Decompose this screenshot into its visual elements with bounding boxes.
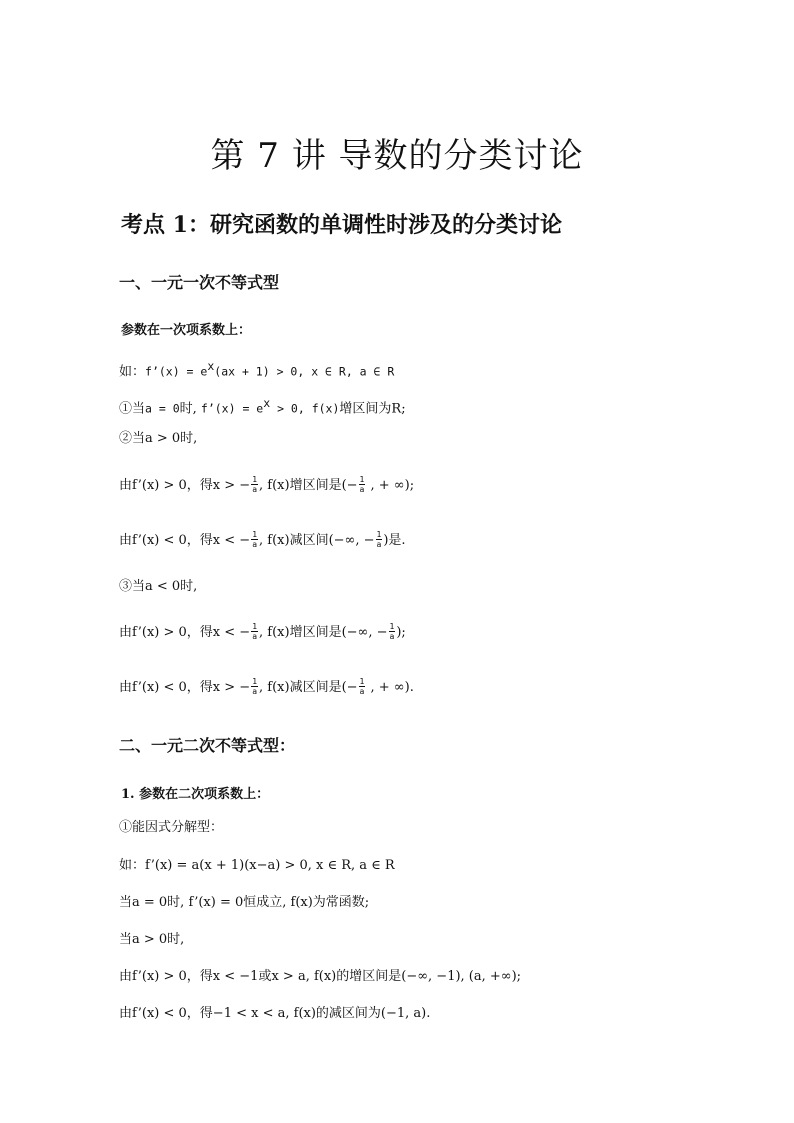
fraction xyxy=(251,622,258,641)
case2-line2-c: )是. xyxy=(383,533,406,548)
fraction-den: a xyxy=(359,687,365,696)
section-heading: 考点 1：研究函数的单调性时涉及的分类讨论 xyxy=(121,212,562,238)
case1-sup: x xyxy=(263,396,271,410)
case3-line2-b: , f(x)减区间是(− xyxy=(259,680,358,695)
case3-line1-a: 由f’(x) > 0，得x < − xyxy=(119,625,251,640)
part2-line-dec: 由f’(x) < 0，得−1 < x < a, f(x)的减区间为(−1, a). xyxy=(119,1006,431,1021)
part2-item1: ①能因式分解型： xyxy=(119,820,224,835)
case1-tail: 增区间为R; xyxy=(339,401,406,417)
fraction xyxy=(251,475,258,494)
part1-case1 xyxy=(119,394,406,418)
part1-example xyxy=(119,357,394,381)
fraction xyxy=(389,622,396,641)
part1-case3: ③当a < 0时, xyxy=(119,579,198,594)
case1-mid: 时, xyxy=(179,401,201,417)
fraction-den: a xyxy=(376,540,382,549)
fraction-den: a xyxy=(252,485,258,494)
fraction xyxy=(359,475,366,494)
fraction-den: a xyxy=(252,540,258,549)
case3-line1-c: ); xyxy=(396,625,406,640)
example-expr: f’(x) = e xyxy=(145,364,208,379)
page-title: 第 7 讲 导数的分类讨论 xyxy=(210,136,584,176)
part1-heading: 一、一元一次不等式型 xyxy=(119,273,280,292)
case1-expr: f’(x) = e xyxy=(200,401,264,416)
case3-line1-b: , f(x)增区间是(−∞, − xyxy=(259,625,388,640)
example-prefix: 如： xyxy=(119,364,146,380)
fraction-num: 1 xyxy=(252,677,258,686)
part2-subheading: 1. 参数在二次项系数上： xyxy=(121,787,270,802)
fraction-num: 1 xyxy=(359,475,365,484)
fraction xyxy=(376,530,383,549)
case2-line1-a: 由f’(x) > 0，得x > − xyxy=(119,478,251,493)
case2-line2-b: , f(x)减区间(−∞, − xyxy=(259,533,375,548)
case2-line2-a: 由f’(x) < 0，得x < − xyxy=(119,533,251,548)
part2-example: 如：f’(x) = a(x + 1)(x−a) > 0, x ∈ R, a ∈ R xyxy=(119,858,395,873)
part2-line-agt0: 当a > 0时, xyxy=(119,932,185,947)
example-sup: x xyxy=(207,359,215,373)
case3-line2 xyxy=(119,678,414,697)
fraction-den: a xyxy=(359,485,365,494)
case2-line1-b: , f(x)增区间是(− xyxy=(259,478,358,493)
fraction xyxy=(251,677,258,696)
case3-line1 xyxy=(119,623,406,642)
fraction-den: a xyxy=(252,632,258,641)
part1-case2: ②当a > 0时, xyxy=(119,431,198,446)
fraction-num: 1 xyxy=(376,530,382,539)
case1-expr2: > 0, f(x) xyxy=(270,401,340,416)
example-rest: (ax + 1) > 0, x ∈ R, a ∈ R xyxy=(214,364,395,379)
part2-heading: 二、一元二次不等式型： xyxy=(119,736,296,755)
fraction-num: 1 xyxy=(359,677,365,686)
fraction-num: 1 xyxy=(389,622,395,631)
part2-line-a0: 当a = 0时, f’(x) = 0恒成立, f(x)为常函数; xyxy=(119,895,370,910)
fraction-num: 1 xyxy=(252,475,258,484)
case3-line2-c: , + ∞). xyxy=(366,680,414,695)
case3-line2-a: 由f’(x) < 0，得x > − xyxy=(119,680,251,695)
case2-line1 xyxy=(119,476,414,495)
part1-subheading: 参数在一次项系数上： xyxy=(121,323,252,338)
case2-line2 xyxy=(119,531,406,550)
case1-cond: a = 0 xyxy=(145,401,180,416)
part2-line-inc: 由f’(x) > 0，得x < −1或x > a, f(x)的增区间是(−∞, −1), (a, +∞); xyxy=(119,969,522,984)
case2-line1-c: , + ∞); xyxy=(366,478,415,493)
fraction xyxy=(251,530,258,549)
fraction xyxy=(359,677,366,696)
fraction-num: 1 xyxy=(252,622,258,631)
fraction-den: a xyxy=(252,687,258,696)
fraction-den: a xyxy=(389,632,395,641)
case1-prefix: ①当 xyxy=(119,401,146,417)
fraction-num: 1 xyxy=(252,530,258,539)
